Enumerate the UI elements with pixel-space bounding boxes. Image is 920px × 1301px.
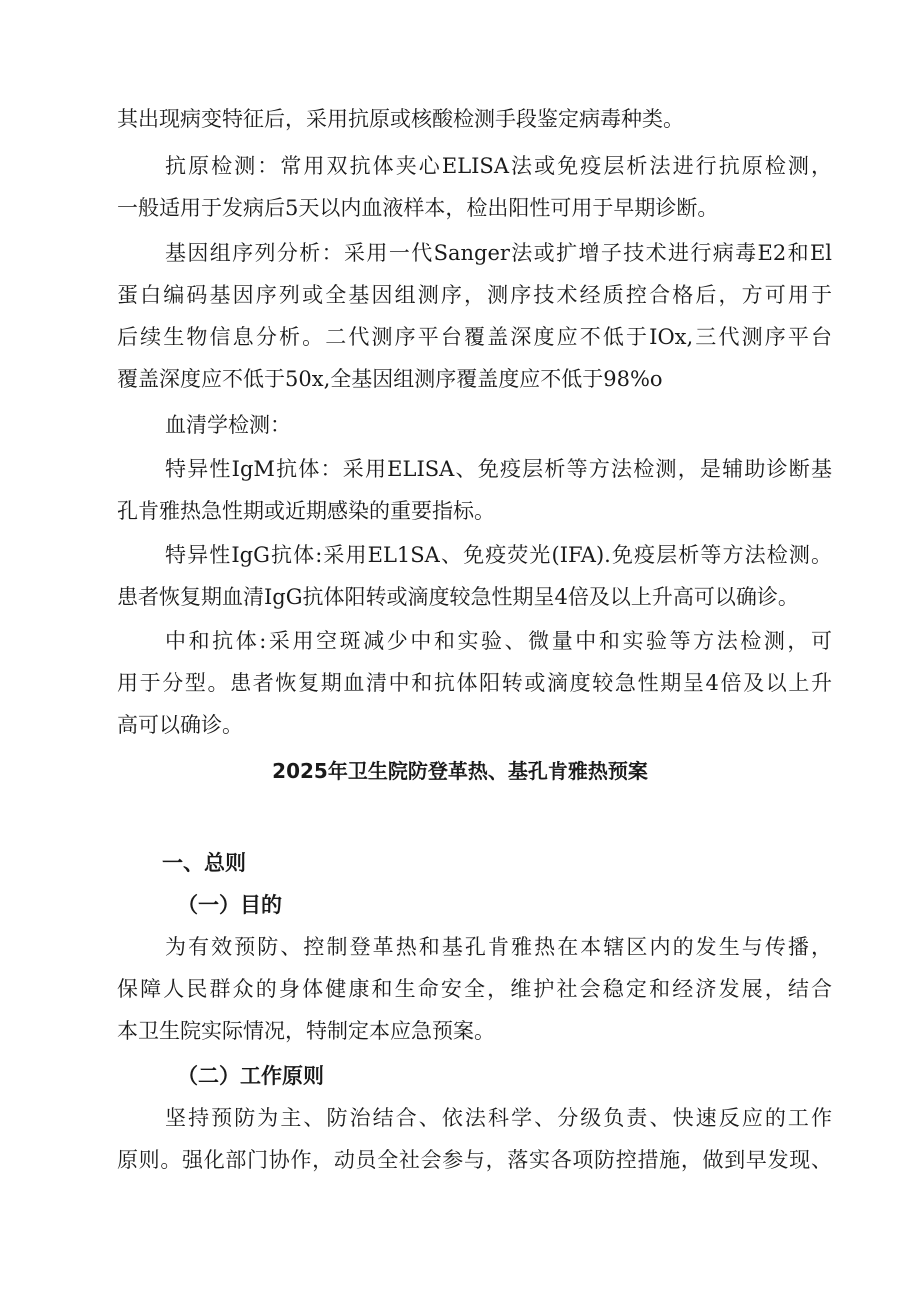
paragraph-neutralizing — [117, 620, 832, 746]
text-line: 蛋白编码基因序列或全基因组测序，测序技术经质控合格后，方可用于 — [117, 283, 832, 307]
text-line: 用于分型。患者恢复期血清中和抗体阳转或滴度较急性期呈4倍及以上升 — [117, 671, 832, 695]
paragraph-antigen-test — [117, 145, 832, 229]
text-line: 基因组序列分析：采用一代Sanger法或扩增子技术进行病毒E2和El — [165, 241, 832, 265]
paragraph-genome-sequencing — [117, 232, 832, 400]
text-line: 一般适用于发病后5天以内血液样本，检出阳性可用于早期诊断。 — [117, 196, 719, 220]
paragraph-virus-identification — [117, 98, 832, 140]
text-line: 本卫生院实际情况，特制定本应急预案。 — [117, 1019, 495, 1043]
text-line: 抗原检测：常用双抗体夹心ELISA法或免疫层析法进行抗原检测， — [165, 154, 832, 178]
subsection-heading-purpose: （一）目的 — [177, 892, 282, 917]
document-title: 2025年卫生院防登革热、基孔肯雅热预案 — [272, 759, 648, 783]
text-line: 坚持预防为主、防治结合、依法科学、分级负责、快速反应的工作 — [165, 1106, 832, 1130]
text-line: 孔肯雅热急性期或近期感染的重要指标。 — [117, 499, 495, 523]
paragraph-igm — [117, 448, 832, 532]
text-line: 中和抗体:采用空斑减少中和实验、微量中和实验等方法检测，可 — [165, 629, 832, 653]
section-heading-general: 一、总则 — [162, 851, 246, 875]
subsection-heading-principles: （二）工作原则 — [177, 1063, 324, 1088]
text-line: 血清学检测： — [165, 413, 291, 437]
text-line: 原则。强化部门协作，动员全社会参与，落实各项防控措施，做到早发现、 — [117, 1148, 832, 1172]
text-line: 其出现病变特征后，采用抗原或核酸检测手段鉴定病毒种类。 — [117, 107, 684, 131]
text-line: 保障人民群众的身体健康和生命安全，维护社会稳定和经济发展，结合 — [117, 977, 832, 1001]
text-line: 特异性IgM抗体：采用ELISA、免疫层析等方法检测，是辅助诊断基 — [165, 457, 832, 481]
text-line: 特异性IgG抗体:采用EL1SA、免疫荧光(IFA).免疫层析等方法检测。 — [165, 543, 832, 567]
text-line: 患者恢复期血清IgG抗体阳转或滴度较急性期呈4倍及以上升高可以确诊。 — [117, 585, 799, 609]
paragraph-serology — [117, 404, 832, 446]
paragraph-igg — [117, 534, 832, 618]
text-line: 为有效预防、控制登革热和基孔肯雅热在本辖区内的发生与传播， — [165, 935, 832, 959]
paragraph-principles — [117, 1097, 832, 1181]
text-line: 覆盖深度应不低于50x,全基因组测序覆盖度应不低于98%o — [117, 367, 663, 391]
text-line: 高可以确诊。 — [117, 713, 243, 737]
paragraph-purpose — [117, 926, 832, 1052]
text-line: 后续生物信息分析。二代测序平台覆盖深度应不低于IOx,三代测序平台 — [117, 325, 832, 349]
